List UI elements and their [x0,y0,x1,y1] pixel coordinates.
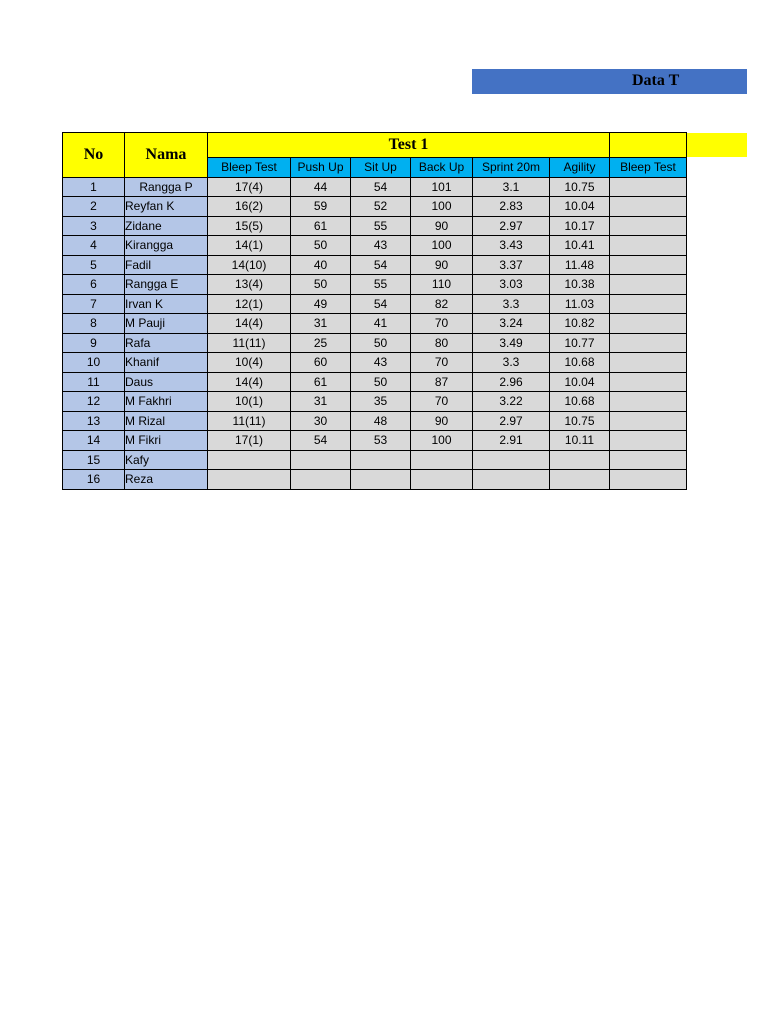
header-test2-cell[interactable] [610,133,687,158]
cell-bleep-test-2[interactable] [610,197,687,217]
cell-sit-up[interactable]: 52 [351,197,411,217]
cell-sit-up[interactable]: 53 [351,431,411,451]
col-header-back-up[interactable]: Back Up [411,158,473,178]
cell-sprint-20m[interactable]: 3.49 [473,333,550,353]
cell-bleep-test[interactable]: 17(4) [208,177,291,197]
cell-back-up[interactable]: 90 [411,255,473,275]
cell-back-up[interactable]: 70 [411,392,473,412]
cell-nama[interactable]: M Pauji [125,314,208,334]
cell-bleep-test[interactable]: 11(11) [208,333,291,353]
cell-nama[interactable]: Kafy [125,450,208,470]
cell-sprint-20m[interactable]: 3.24 [473,314,550,334]
cell-push-up[interactable]: 30 [291,411,351,431]
cell-bleep-test-2[interactable] [610,236,687,256]
cell-push-up[interactable]: 25 [291,333,351,353]
cell-back-up[interactable]: 87 [411,372,473,392]
cell-sit-up[interactable]: 41 [351,314,411,334]
cell-bleep-test-2[interactable] [610,177,687,197]
cell-agility[interactable] [550,450,610,470]
cell-sprint-20m[interactable]: 2.91 [473,431,550,451]
cell-sprint-20m[interactable]: 2.96 [473,372,550,392]
table-row [63,333,687,353]
cell-bleep-test[interactable] [208,470,291,490]
cell-sprint-20m[interactable]: 3.3 [473,294,550,314]
cell-push-up[interactable]: 31 [291,392,351,412]
cell-agility[interactable]: 10.41 [550,236,610,256]
cell-push-up[interactable]: 31 [291,314,351,334]
cell-agility[interactable]: 11.48 [550,255,610,275]
cell-no[interactable]: 4 [63,236,125,256]
cell-bleep-test[interactable]: 13(4) [208,275,291,295]
cell-push-up[interactable]: 59 [291,197,351,217]
cell-push-up[interactable]: 50 [291,275,351,295]
cell-nama[interactable]: M Fikri [125,431,208,451]
cell-nama[interactable]: Reyfan K [125,197,208,217]
table-row [63,411,687,431]
cell-bleep-test-2[interactable] [610,353,687,373]
cell-bleep-test[interactable]: 16(2) [208,197,291,217]
cell-no[interactable]: 9 [63,333,125,353]
cell-bleep-test-2[interactable] [610,372,687,392]
cell-nama[interactable]: Zidane [125,216,208,236]
table-row [63,450,687,470]
cell-nama[interactable]: M Fakhri [125,392,208,412]
cell-bleep-test-2[interactable] [610,333,687,353]
cell-sprint-20m[interactable]: 2.83 [473,197,550,217]
cell-bleep-test[interactable]: 12(1) [208,294,291,314]
cell-back-up[interactable]: 100 [411,197,473,217]
cell-no[interactable]: 11 [63,372,125,392]
table-row [63,392,687,412]
cell-sit-up[interactable] [351,470,411,490]
cell-push-up[interactable]: 50 [291,236,351,256]
data-table [62,132,687,490]
cell-bleep-test[interactable]: 10(1) [208,392,291,412]
cell-sprint-20m[interactable]: 2.97 [473,216,550,236]
cell-sit-up[interactable]: 54 [351,177,411,197]
cell-back-up[interactable]: 70 [411,314,473,334]
cell-bleep-test[interactable]: 14(10) [208,255,291,275]
cell-push-up[interactable]: 54 [291,431,351,451]
cell-no[interactable]: 12 [63,392,125,412]
col-header-agility[interactable]: Agility [550,158,610,178]
cell-back-up[interactable]: 80 [411,333,473,353]
table-row [63,470,687,490]
cell-no[interactable]: 5 [63,255,125,275]
cell-no[interactable]: 2 [63,197,125,217]
cell-nama[interactable]: Daus [125,372,208,392]
cell-agility[interactable]: 10.75 [550,411,610,431]
cell-sit-up[interactable]: 50 [351,372,411,392]
cell-no[interactable]: 1 [63,177,125,197]
cell-bleep-test-2[interactable] [610,392,687,412]
table-row [63,353,687,373]
cell-nama[interactable]: Irvan K [125,294,208,314]
cell-sprint-20m[interactable]: 3.03 [473,275,550,295]
cell-agility[interactable]: 10.11 [550,431,610,451]
cell-sprint-20m[interactable]: 3.22 [473,392,550,412]
table-row [63,275,687,295]
table-row [63,255,687,275]
cell-agility[interactable]: 10.04 [550,372,610,392]
cell-sprint-20m[interactable]: 2.97 [473,411,550,431]
cell-agility[interactable]: 10.38 [550,275,610,295]
cell-push-up[interactable]: 40 [291,255,351,275]
cell-sit-up[interactable]: 48 [351,411,411,431]
cell-sprint-20m[interactable]: 3.37 [473,255,550,275]
header-nama[interactable]: Nama [125,133,208,178]
cell-agility[interactable] [550,470,610,490]
cell-nama[interactable]: Reza [125,470,208,490]
cell-no[interactable]: 13 [63,411,125,431]
col-header-sprint-20m[interactable]: Sprint 20m [473,158,550,178]
table-row [63,236,687,256]
cell-back-up[interactable]: 90 [411,216,473,236]
cell-sit-up[interactable]: 55 [351,216,411,236]
cell-bleep-test-2[interactable] [610,450,687,470]
cell-agility[interactable]: 10.17 [550,216,610,236]
cell-agility[interactable]: 10.68 [550,353,610,373]
cell-back-up[interactable]: 70 [411,353,473,373]
cell-no[interactable]: 6 [63,275,125,295]
cell-bleep-test[interactable]: 14(4) [208,314,291,334]
cell-back-up[interactable]: 82 [411,294,473,314]
cell-push-up[interactable]: 61 [291,216,351,236]
cell-back-up[interactable]: 110 [411,275,473,295]
cell-no[interactable]: 8 [63,314,125,334]
cell-sprint-20m[interactable]: 3.1 [473,177,550,197]
cell-back-up[interactable]: 100 [411,431,473,451]
cell-sit-up[interactable]: 50 [351,333,411,353]
cell-bleep-test-2[interactable] [610,216,687,236]
cell-push-up[interactable] [291,450,351,470]
cell-agility[interactable]: 11.03 [550,294,610,314]
table-row [63,294,687,314]
header-no[interactable]: No [63,133,125,178]
cell-agility[interactable]: 10.82 [550,314,610,334]
cell-nama[interactable]: Khanif [125,353,208,373]
cell-bleep-test-2[interactable] [610,314,687,334]
cell-back-up[interactable] [411,470,473,490]
cell-sit-up[interactable]: 54 [351,255,411,275]
cell-bleep-test[interactable]: 17(1) [208,431,291,451]
header-row-1 [63,133,687,158]
cell-sit-up[interactable]: 43 [351,236,411,256]
cell-bleep-test[interactable]: 14(1) [208,236,291,256]
cell-nama[interactable]: Rangga P [125,177,208,197]
cell-push-up[interactable]: 60 [291,353,351,373]
table-row [63,197,687,217]
col-header-sit-up[interactable]: Sit Up [351,158,411,178]
cell-agility[interactable]: 10.77 [550,333,610,353]
col-header-bleep-test[interactable]: Bleep Test [208,158,291,178]
cell-nama[interactable]: Rafa [125,333,208,353]
cell-no[interactable]: 16 [63,470,125,490]
cell-push-up[interactable]: 61 [291,372,351,392]
title-bar [472,69,747,94]
cell-bleep-test-2[interactable] [610,294,687,314]
cell-back-up[interactable]: 100 [411,236,473,256]
table-row [63,314,687,334]
cell-no[interactable]: 10 [63,353,125,373]
cell-agility[interactable]: 10.68 [550,392,610,412]
cell-sit-up[interactable]: 43 [351,353,411,373]
cell-back-up[interactable]: 90 [411,411,473,431]
cell-bleep-test-2[interactable] [610,431,687,451]
cell-bleep-test[interactable]: 11(11) [208,411,291,431]
cell-no[interactable]: 7 [63,294,125,314]
cell-no[interactable]: 14 [63,431,125,451]
cell-bleep-test[interactable] [208,450,291,470]
cell-back-up[interactable] [411,450,473,470]
table-row [63,216,687,236]
cell-bleep-test-2[interactable] [610,275,687,295]
cell-bleep-test-2[interactable] [610,411,687,431]
cell-bleep-test-2[interactable] [610,470,687,490]
cell-bleep-test[interactable]: 14(4) [208,372,291,392]
cell-nama[interactable]: Fadil [125,255,208,275]
table-row [63,372,687,392]
cell-sit-up[interactable]: 54 [351,294,411,314]
cell-sprint-20m[interactable]: 3.43 [473,236,550,256]
cell-sit-up[interactable]: 35 [351,392,411,412]
cell-push-up[interactable]: 49 [291,294,351,314]
cell-bleep-test[interactable]: 15(5) [208,216,291,236]
cell-push-up[interactable] [291,470,351,490]
cell-no[interactable]: 3 [63,216,125,236]
cell-sprint-20m[interactable]: 3.3 [473,353,550,373]
cell-bleep-test-2[interactable] [610,255,687,275]
cell-sprint-20m[interactable] [473,450,550,470]
sheet-title: Data T [632,72,680,89]
cell-sprint-20m[interactable] [473,470,550,490]
test2-header-extension [686,133,747,157]
header-test1[interactable]: Test 1 [208,133,610,158]
cell-back-up[interactable]: 101 [411,177,473,197]
col-header-bleep-test-2[interactable]: Bleep Test [610,158,687,178]
table-row [63,431,687,451]
cell-agility[interactable]: 10.75 [550,177,610,197]
cell-bleep-test[interactable]: 10(4) [208,353,291,373]
cell-agility[interactable]: 10.04 [550,197,610,217]
col-header-push-up[interactable]: Push Up [291,158,351,178]
cell-push-up[interactable]: 44 [291,177,351,197]
cell-no[interactable]: 15 [63,450,125,470]
cell-nama[interactable]: Rangga E [125,275,208,295]
cell-sit-up[interactable] [351,450,411,470]
cell-nama[interactable]: Kirangga [125,236,208,256]
table-row [63,177,687,197]
cell-nama[interactable]: M Rizal [125,411,208,431]
cell-sit-up[interactable]: 55 [351,275,411,295]
